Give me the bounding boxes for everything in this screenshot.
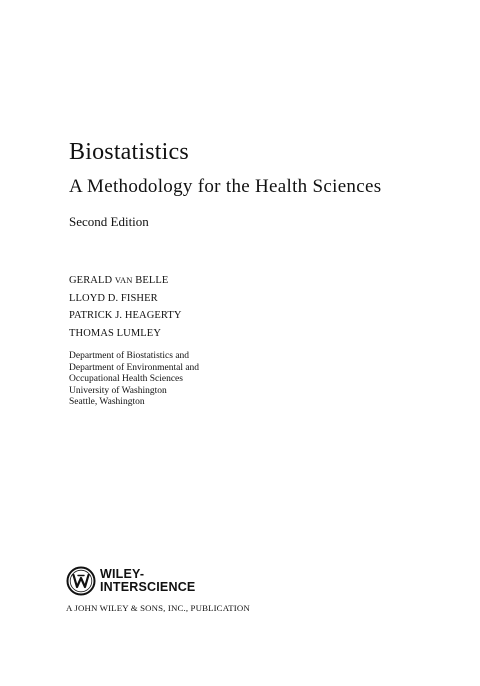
affiliation-line: University of Washington: [69, 385, 167, 396]
publisher-logo: [66, 566, 195, 596]
book-subtitle: A Methodology for the Health Sciences: [69, 176, 382, 197]
publisher-logo-text: [100, 568, 195, 594]
author-first-part: GERALD: [69, 275, 115, 286]
author-name: THOMAS LUMLEY: [69, 327, 162, 339]
affiliation-block: [69, 351, 199, 409]
author-name: PATRICK J. HEAGERTY: [69, 310, 182, 321]
affiliation-line: Department of Environmental and: [69, 362, 200, 373]
logo-line-interscience: INTERSCIENCE: [100, 580, 196, 594]
publication-line: A JOHN WILEY & SONS, INC., PUBLICATION: [66, 603, 250, 613]
author-smallcaps-part: VAN: [114, 275, 133, 285]
author-name: [69, 272, 182, 290]
author-last-part: BELLE: [132, 275, 169, 286]
book-edition: Second Edition: [69, 214, 149, 229]
wiley-logo-icon: [66, 566, 96, 596]
logo-line-wiley: WILEY-: [100, 567, 145, 581]
author-list: [69, 272, 182, 342]
book-title: Biostatistics: [69, 139, 189, 165]
affiliation-line: Department of Biostatistics and: [69, 351, 190, 361]
author-name: LLOYD D. FISHER: [69, 292, 158, 304]
affiliation-line: Occupational Health Sciences: [69, 374, 183, 385]
affiliation-line: Seattle, Washington: [69, 397, 145, 408]
